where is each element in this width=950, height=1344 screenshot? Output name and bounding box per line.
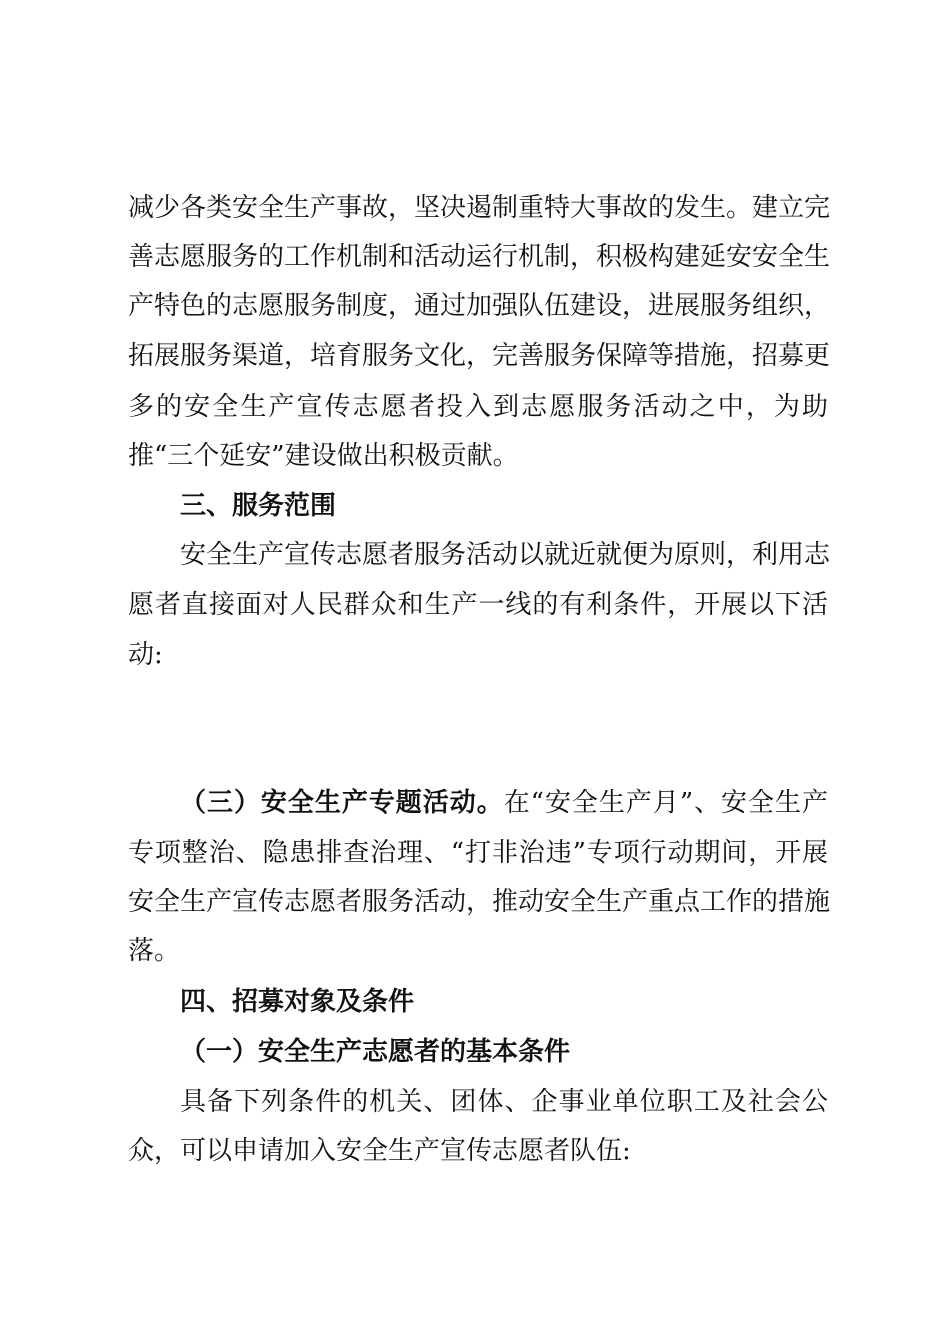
paragraph-line: 众，可以申请加入安全生产宣传志愿者队伍:	[128, 1136, 631, 1166]
section-heading: 三、服务范围	[180, 491, 337, 521]
paragraph-line: 产特色的志愿服务制度，通过加强队伍建设，进展服务组织，	[128, 291, 831, 321]
paragraph-line: 减少各类安全生产事故，坚决遏制重特大事故的发生。建立完	[128, 193, 831, 223]
paragraph-line: 愿者直接面对人民群众和生产一线的有利条件，开展以下活	[128, 590, 828, 620]
paragraph-line: 善志愿服务的工作机制和活动运行机制，积极构建延安安全生	[128, 242, 831, 272]
paragraph-line: 专项整治、隐患排查治理、“打非治违”专项行动期间，开展	[128, 838, 828, 868]
paragraph-line: 多的安全生产宣传志愿者投入到志愿服务活动之中，为助	[128, 392, 828, 422]
item-lead-rest: 在“安全生产月”、安全生产	[503, 788, 828, 818]
paragraph-line: 拓展服务渠道，培育服务文化，完善服务保障等措施，招募更	[128, 341, 831, 371]
paragraph-line: 安全生产宣传志愿者服务活动以就近就便为原则，利用志	[180, 540, 831, 570]
item-lead: （三）安全生产专题活动。	[180, 788, 504, 818]
paragraph-line: 动:	[128, 640, 163, 670]
section-heading: 四、招募对象及条件	[180, 987, 415, 1017]
paragraph-line: 推“三个延安”建设做出积极贡献。	[128, 441, 519, 471]
paragraph-line: 落。	[128, 936, 181, 966]
item-first-line	[180, 778, 828, 828]
paragraph-line: 安全生产宣传志愿者服务活动，推动安全生产重点工作的措施	[128, 887, 831, 917]
paragraph-line: 具备下列条件的机关、团体、企事业单位职工及社会公	[180, 1087, 828, 1117]
subsection-heading: （一）安全生产志愿者的基本条件	[180, 1037, 571, 1067]
